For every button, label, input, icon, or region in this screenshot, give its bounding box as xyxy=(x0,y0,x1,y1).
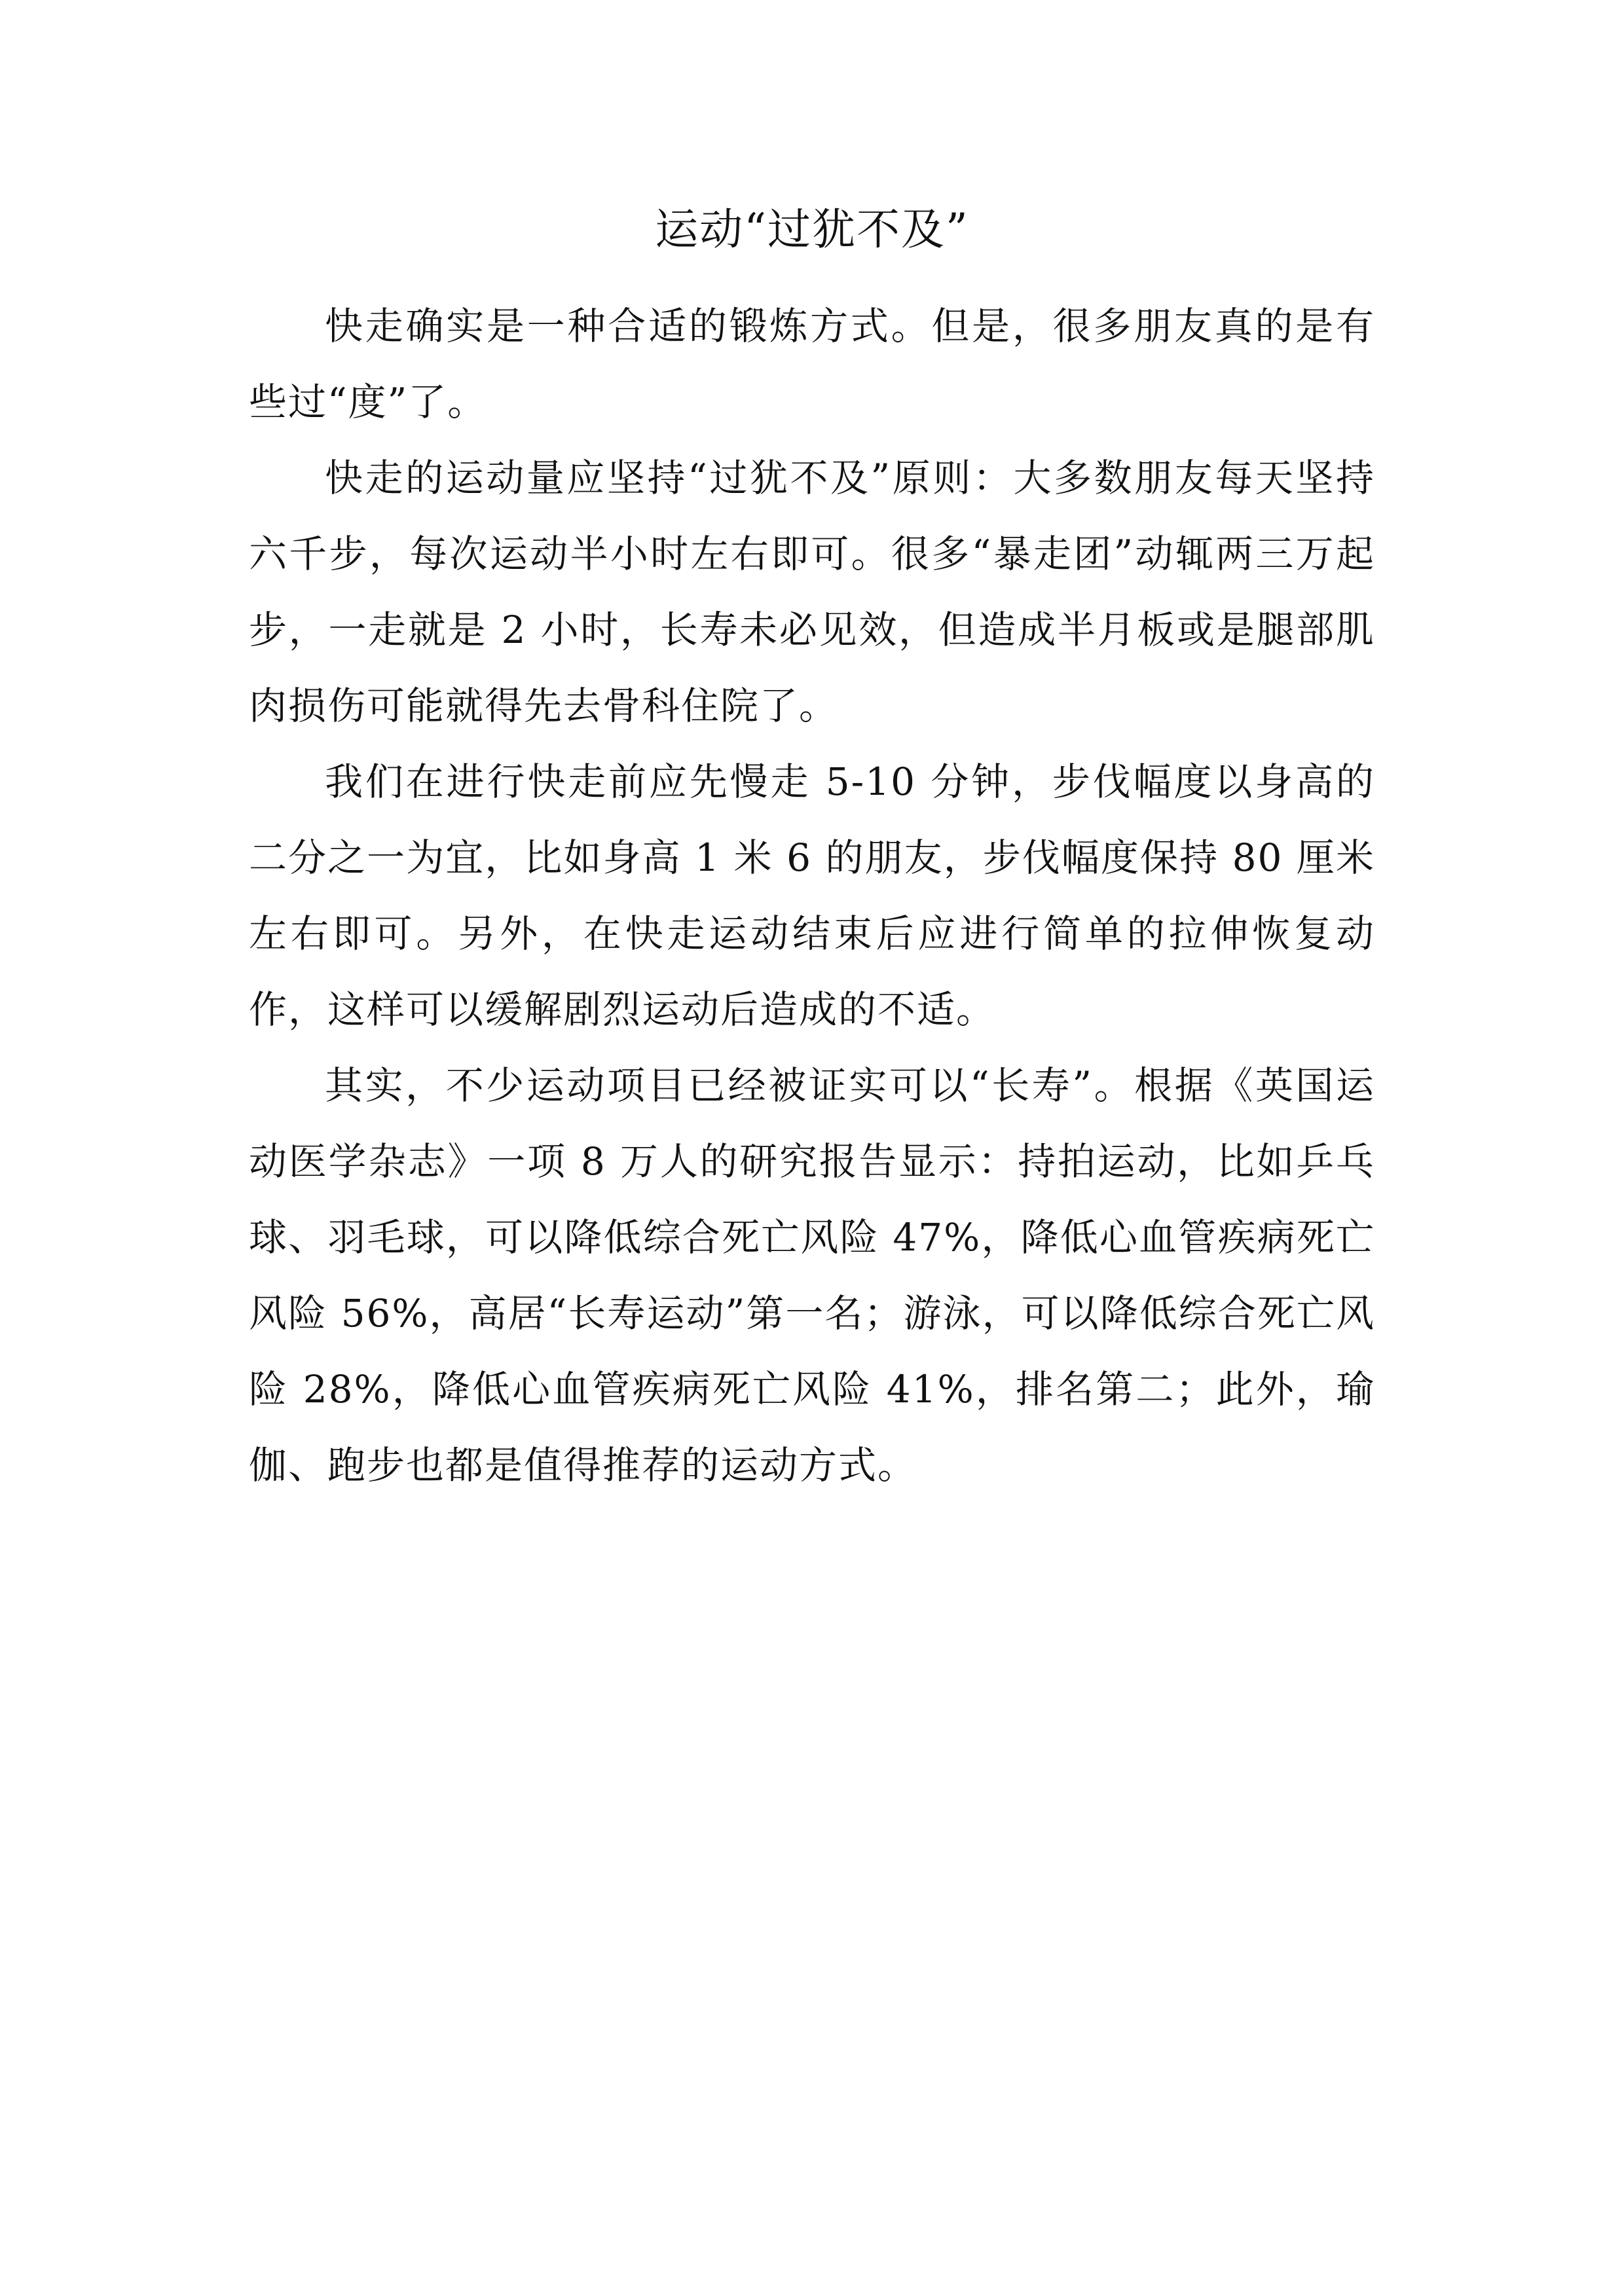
paragraph-2: 快走的运动量应坚持“过犹不及”原则：大多数朋友每天坚持六千步，每次运动半小时左右即可。很多“暴走团”动辄两三万起步，一走就是 2 小时，长寿未必见效，但造成半月板或是腿部肌肉损伤可能就得先去骨科住院了。 xyxy=(249,456,1375,728)
paragraph-1: 快走确实是一种合适的锻炼方式。但是，很多朋友真的是有些过“度”了。 xyxy=(249,304,1375,424)
document-body xyxy=(249,288,1375,1503)
paragraph-4: 其实，不少运动项目已经被证实可以“长寿”。根据《英国运动医学杂志》一项 8 万人的研究报告显示：持拍运动，比如乒乓球、羽毛球，可以降低综合死亡风险 47%，降低心血管疾病死亡风险 56%，高居“长寿运动”第一名；游泳，可以降低综合死亡风险 28%，降低心血管疾病死亡风险 41%，排名第二；此外，瑜伽、跑步也都是值得推荐的运动方式。 xyxy=(249,1063,1375,1487)
document-title: 运动“过犹不及” xyxy=(655,204,969,255)
paragraph-3: 我们在进行快走前应先慢走 5-10 分钟，步伐幅度以身高的二分之一为宜，比如身高 1 米 6 的朋友，步伐幅度保持 80 厘米左右即可。另外，在快走运动结束后应进行简单的拉伸恢复动作，这样可以缓解剧烈运动后造成的不适。 xyxy=(249,759,1375,1032)
